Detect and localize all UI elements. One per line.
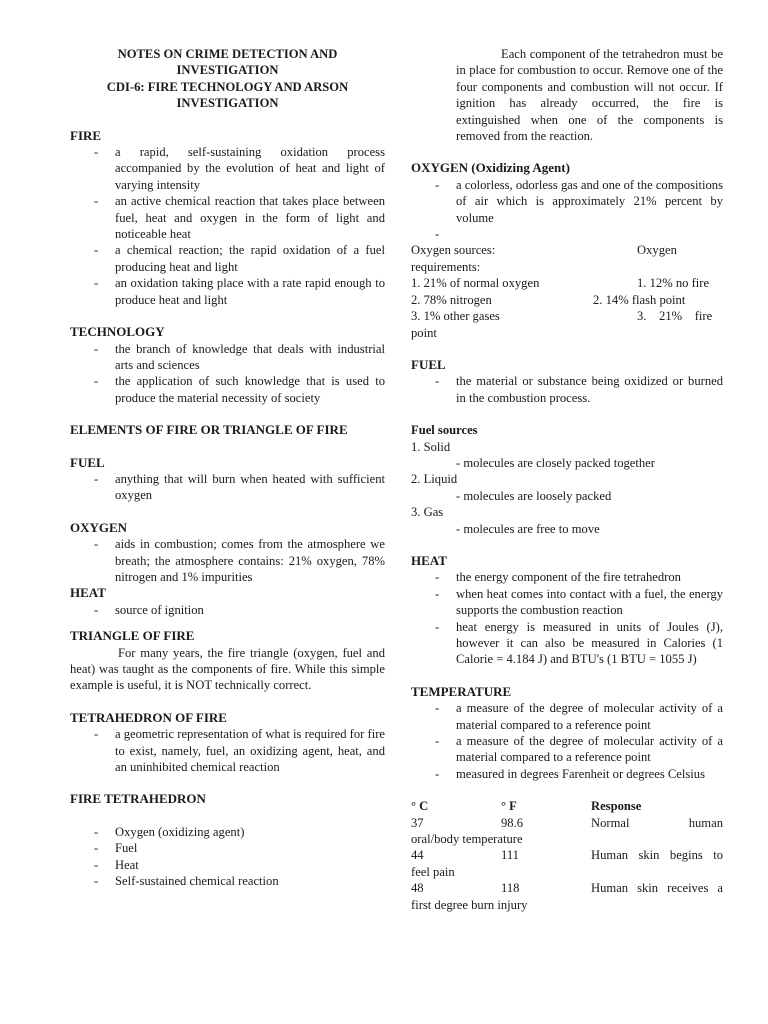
oxygen-source-row: 2. 78% nitrogen [411, 292, 492, 307]
list-item: - the application of such knowledge that is used to produce the material necessity of society [70, 373, 385, 406]
table-cell: Human skin receives a [591, 881, 723, 896]
heat-list [70, 602, 385, 618]
oxygen-requirement-row: 3. 21% fire [637, 309, 713, 324]
heading-fuel: FUEL [70, 454, 105, 470]
list-item: - a rapid, self-sustaining oxidation process accompanied by the evolution of heat and light of varying intensity [70, 144, 385, 193]
heading-oxygen-agent: OXYGEN (Oxidizing Agent) [411, 160, 570, 176]
oxygen-requirements-sub: requirements: [411, 259, 481, 274]
oxygen-requirement-row: 2. 14% flash point [593, 292, 686, 307]
oxygen-requirement-row: 1. 12% no fire [637, 276, 710, 291]
heading-tetrahedron-of-fire: TETRAHEDRON OF FIRE [70, 709, 227, 725]
heading-temperature: TEMPERATURE [411, 683, 512, 699]
table-cell: 118 [501, 881, 520, 896]
fuel-source-item [411, 504, 723, 537]
fuel-source-desc: - molecules are loosely packed [456, 488, 612, 503]
tetrahedron-list [70, 726, 385, 775]
table-cell: 111 [501, 848, 519, 863]
table-cell: 37 [411, 815, 424, 830]
technology-list [70, 341, 385, 407]
heading-technology: TECHNOLOGY [70, 324, 165, 340]
list-item: - an active chemical reaction that takes place between fuel, heat and oxygen in the form of light and noticeable heat [70, 193, 385, 242]
temperature-table [411, 798, 723, 913]
doc-title-line2: INVESTIGATION [176, 63, 279, 78]
heading-fuel-right: FUEL [411, 356, 446, 372]
heading-fuel-sources: Fuel sources [411, 423, 478, 438]
list-item: - when heat comes into contact with a fuel, the energy supports the combustion reaction [411, 586, 723, 619]
heading-heat-right: HEAT [411, 552, 447, 568]
fuel-source-label: 3. Gas [411, 505, 444, 520]
fuel-right-list [411, 373, 723, 406]
fire-list [70, 144, 385, 308]
doc-title-line4: INVESTIGATION [176, 96, 279, 111]
doc-title-line1: NOTES ON CRIME DETECTION AND [117, 47, 338, 61]
left-column [70, 46, 385, 889]
list-item: - source of ignition [70, 602, 385, 618]
heat-right-list [411, 569, 723, 667]
table-cell: 98.6 [501, 815, 524, 830]
table-row [411, 847, 723, 863]
oxygen-source-row: 3. 1% other gases [411, 309, 500, 324]
fuel-source-desc: - molecules are closely packed together [456, 455, 655, 470]
oxygen-requirements-label: Oxygen [637, 243, 677, 258]
table-cell: first degree burn injury [411, 897, 528, 912]
table-row-cont [411, 831, 723, 847]
list-item: - Fuel [70, 840, 385, 856]
list-item: - Oxygen (oxidizing agent) [70, 824, 385, 840]
oxygen-requirement-tail: point [411, 325, 437, 340]
table-cell: 44 [411, 848, 424, 863]
heading-heat: HEAT [70, 585, 106, 601]
list-item: - a measure of the degree of molecular activity of a material compared to a reference point [411, 733, 723, 766]
list-item [411, 226, 723, 242]
table-row-cont [411, 864, 723, 880]
fuel-source-desc: - molecules are free to move [456, 521, 600, 536]
table-header-row [411, 798, 723, 814]
table-cell: oral/body temperature [411, 832, 523, 847]
right-column [411, 46, 723, 913]
table-header: Response [591, 799, 642, 814]
list-item: - aids in combustion; comes from the atmosphere we breath; the atmosphere contains: 21% oxygen, 78% nitrogen and 1% impurities [70, 536, 385, 585]
heading-fire: FIRE [70, 127, 102, 143]
heading-elements: ELEMENTS OF FIRE OR TRIANGLE OF FIRE [70, 422, 348, 438]
fire-tetrahedron-list [70, 824, 385, 890]
oxygen-sources-label: Oxygen sources: [411, 243, 496, 258]
oxygen-list [70, 536, 385, 585]
table-row [411, 815, 723, 831]
list-item: - the energy component of the fire tetrahedron [411, 569, 723, 585]
oxygen-source-row: 1. 21% of normal oxygen [411, 276, 540, 291]
list-item: - a colorless, odorless gas and one of the compositions of air which is approximately 21% percent by volume [411, 177, 723, 226]
oxygen-sources [411, 242, 723, 340]
list-item: - an oxidation taking place with a rate rapid enough to produce heat and light [70, 275, 385, 308]
fuel-source-label: 2. Liquid [411, 472, 458, 487]
list-item: - a geometric representation of what is required for fire to exist, namely, fuel, an oxidizing agent, heat, and an uninhibited chemical reaction [70, 726, 385, 775]
table-cell: 48 [411, 881, 424, 896]
list-item: - a measure of the degree of molecular activity of a material compared to a reference point [411, 700, 723, 733]
tetrahedron-intro: Each component of the tetrahedron must be in place for combustion to occur. Remove one of the four components and combustion will not occur. If ignition has already occurred, the fire is extinguished when one of the components is removed from the reaction. [456, 47, 723, 144]
table-row-cont [411, 897, 723, 913]
list-item: - Heat [70, 857, 385, 873]
list-item: - heat energy is measured in units of Joules (J), however it can also be measured in Calories (1 Calorie = 4.184 J) and BTU's (1 BTU = 1055 J) [411, 619, 723, 668]
doc-title-line3: CDI-6: FIRE TECHNOLOGY AND ARSON [106, 79, 349, 94]
heading-fire-tetrahedron: FIRE TETRAHEDRON [70, 791, 206, 807]
table-row [411, 880, 723, 896]
fuel-source-label: 1. Solid [411, 439, 451, 454]
triangle-paragraph: For many years, the fire triangle (oxygen, fuel and heat) was taught as the components of fire. While this simple example is useful, it is NOT technically correct. [70, 645, 385, 693]
heading-triangle: TRIANGLE OF FIRE [70, 628, 195, 644]
list-item: - measured in degrees Farenheit or degrees Celsius [411, 766, 723, 782]
table-cell: feel pain [411, 864, 455, 879]
table-cell: Human skin begins to [591, 848, 723, 863]
table-cell: Normal human [591, 815, 723, 830]
oxygen-agent-list [411, 177, 723, 243]
list-item: - the branch of knowledge that deals with industrial arts and sciences [70, 341, 385, 374]
fuel-source-item [411, 439, 723, 472]
list-item: - Self-sustained chemical reaction [70, 873, 385, 889]
heading-oxygen: OXYGEN [70, 519, 128, 535]
list-item: - the material or substance being oxidized or burned in the combustion process. [411, 373, 723, 406]
fuel-source-item [411, 471, 723, 504]
list-item: - a chemical reaction; the rapid oxidation of a fuel producing heat and light [70, 242, 385, 275]
fuel-list [70, 471, 385, 504]
table-header: ° F [501, 799, 517, 814]
temperature-list [411, 700, 723, 782]
table-header: ° C [411, 799, 429, 814]
list-item: - anything that will burn when heated with sufficient oxygen [70, 471, 385, 504]
